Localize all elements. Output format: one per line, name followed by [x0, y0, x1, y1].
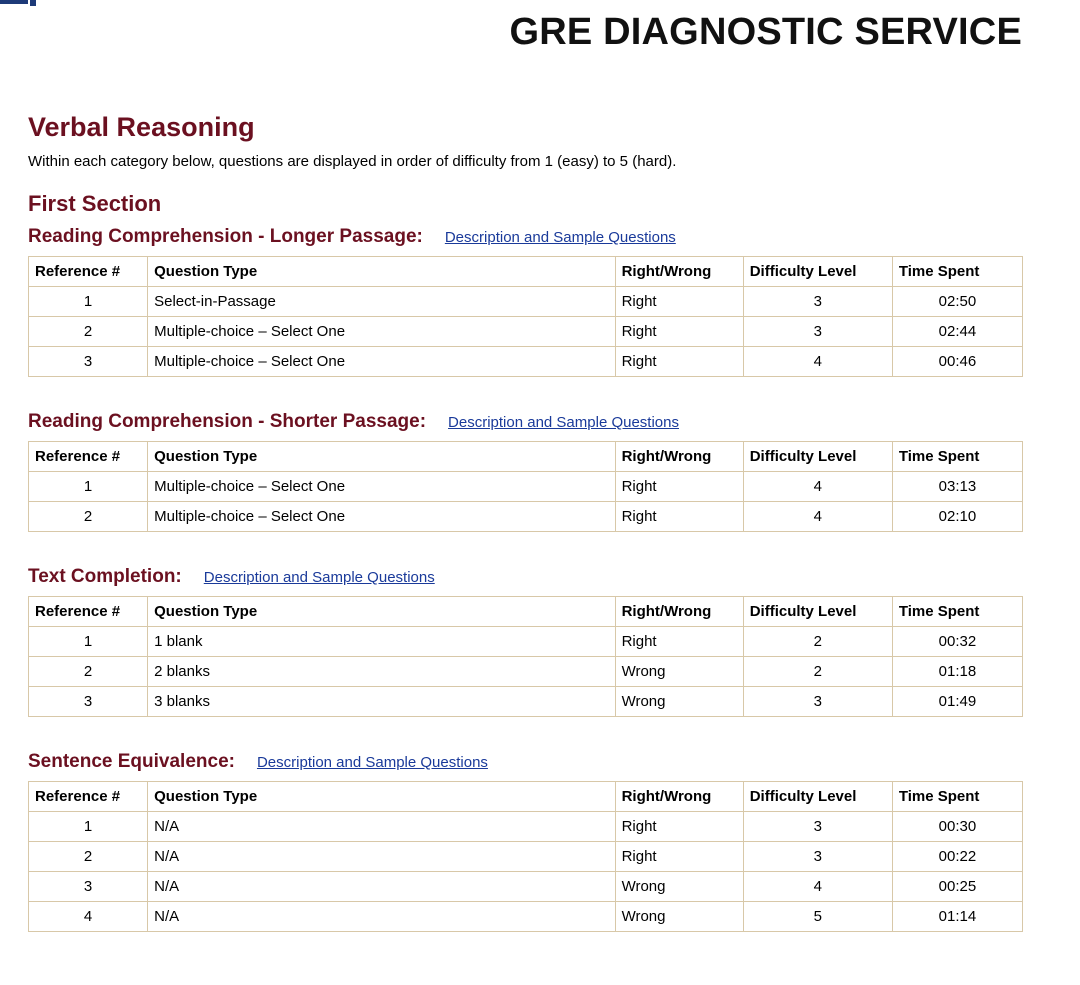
reference-cell: 1 — [29, 472, 148, 502]
table-row — [29, 502, 1023, 532]
time-spent-cell: 03:13 — [892, 472, 1022, 502]
right-wrong-cell: Wrong — [615, 657, 743, 687]
difficulty-cell: 3 — [743, 842, 892, 872]
verbal-reasoning-heading: Verbal Reasoning — [28, 112, 255, 142]
difficulty-cell: 3 — [743, 687, 892, 717]
difficulty-cell: 4 — [743, 347, 892, 377]
difficulty-cell: 3 — [743, 812, 892, 842]
right-wrong-cell: Right — [615, 317, 743, 347]
question-type-header: Question Type — [148, 442, 615, 472]
rc-shorter-block — [28, 409, 1023, 532]
reference-header: Reference # — [29, 257, 148, 287]
table-header-row — [29, 597, 1023, 627]
reference-header: Reference # — [29, 597, 148, 627]
ets-logo-icon — [0, 0, 40, 6]
rc-shorter-title: Reading Comprehension - Shorter Passage: — [28, 411, 427, 432]
time-spent-cell: 00:30 — [892, 812, 1022, 842]
right-wrong-cell: Right — [615, 627, 743, 657]
rc-shorter-description-link[interactable]: Description and Sample Questions — [448, 414, 679, 431]
question-type-cell: Multiple-choice – Select One — [148, 317, 615, 347]
sentence-equivalence-title: Sentence Equivalence: — [28, 751, 235, 772]
right-wrong-cell: Right — [615, 812, 743, 842]
difficulty-cell: 4 — [743, 502, 892, 532]
rc-longer-title: Reading Comprehension - Longer Passage: — [28, 226, 423, 247]
right-wrong-cell: Right — [615, 472, 743, 502]
question-type-cell: N/A — [148, 872, 615, 902]
reference-cell: 2 — [29, 317, 148, 347]
time-spent-cell: 00:22 — [892, 842, 1022, 872]
rc-longer-block — [28, 224, 1023, 377]
text-completion-title: Text Completion: — [28, 566, 182, 587]
main-content — [28, 110, 1023, 932]
question-type-cell: Multiple-choice – Select One — [148, 472, 615, 502]
time-spent-cell: 01:18 — [892, 657, 1022, 687]
reference-cell: 2 — [29, 657, 148, 687]
table-row — [29, 317, 1023, 347]
difficulty-cell: 5 — [743, 902, 892, 932]
table-row — [29, 472, 1023, 502]
section-title: First Section — [28, 191, 162, 216]
table-row — [29, 287, 1023, 317]
table-row — [29, 842, 1023, 872]
rc-longer-description-link[interactable]: Description and Sample Questions — [444, 229, 676, 246]
time-spent-cell: 02:44 — [892, 317, 1022, 347]
sentence-equivalence-description-link[interactable]: Description and Sample Questions — [256, 754, 488, 771]
rc-longer-header — [28, 224, 1023, 251]
reference-cell: 3 — [29, 347, 148, 377]
time-spent-cell: 02:50 — [892, 287, 1022, 317]
difficulty-cell: 4 — [743, 472, 892, 502]
difficulty-cell: 2 — [743, 657, 892, 687]
reference-cell: 2 — [29, 842, 148, 872]
text-completion-description-link[interactable]: Description and Sample Questions — [203, 569, 435, 586]
difficulty-cell: 3 — [743, 287, 892, 317]
sentence-equivalence-table — [28, 781, 1023, 932]
time-spent-cell: 02:10 — [892, 502, 1022, 532]
question-type-cell: N/A — [148, 902, 615, 932]
difficulty-header: Difficulty Level — [743, 442, 892, 472]
time-spent-cell: 01:14 — [892, 902, 1022, 932]
table-header-row — [29, 782, 1023, 812]
rc-shorter-table — [28, 441, 1023, 532]
right-wrong-cell: Right — [615, 347, 743, 377]
rc-shorter-header — [28, 409, 1023, 436]
difficulty-cell: 3 — [743, 317, 892, 347]
right-wrong-header: Right/Wrong — [615, 597, 743, 627]
question-type-cell: 3 blanks — [148, 687, 615, 717]
table-header-row — [29, 442, 1023, 472]
table-row — [29, 687, 1023, 717]
difficulty-header: Difficulty Level — [743, 597, 892, 627]
table-row — [29, 902, 1023, 932]
intro-text: Within each category below, questions are displayed in order of difficulty from 1 (easy) to 5 (hard). — [28, 153, 677, 170]
table-row — [29, 657, 1023, 687]
time-spent-cell: 00:32 — [892, 627, 1022, 657]
time-spent-cell: 00:25 — [892, 872, 1022, 902]
difficulty-cell: 4 — [743, 872, 892, 902]
reference-header: Reference # — [29, 442, 148, 472]
reference-cell: 2 — [29, 502, 148, 532]
right-wrong-cell: Right — [615, 842, 743, 872]
sentence-equivalence-block — [28, 749, 1023, 932]
right-wrong-header: Right/Wrong — [615, 257, 743, 287]
text-completion-block — [28, 564, 1023, 717]
question-type-cell: Select-in-Passage — [148, 287, 615, 317]
time-spent-header: Time Spent — [892, 257, 1022, 287]
time-spent-cell: 00:46 — [892, 347, 1022, 377]
right-wrong-cell: Wrong — [615, 872, 743, 902]
question-type-cell: 1 blank — [148, 627, 615, 657]
reference-cell: 3 — [29, 687, 148, 717]
rc-longer-table — [28, 256, 1023, 377]
category-list — [28, 224, 1023, 932]
table-header-row — [29, 257, 1023, 287]
reference-header: Reference # — [29, 782, 148, 812]
time-spent-cell: 01:49 — [892, 687, 1022, 717]
page-title: GRE DIAGNOSTIC SERVICE — [509, 11, 1022, 53]
question-type-header: Question Type — [148, 597, 615, 627]
question-type-cell: N/A — [148, 812, 615, 842]
sentence-equivalence-header — [28, 749, 1023, 776]
reference-cell: 3 — [29, 872, 148, 902]
right-wrong-cell: Wrong — [615, 902, 743, 932]
table-row — [29, 872, 1023, 902]
difficulty-header: Difficulty Level — [743, 257, 892, 287]
right-wrong-cell: Wrong — [615, 687, 743, 717]
question-type-cell: 2 blanks — [148, 657, 615, 687]
reference-cell: 1 — [29, 627, 148, 657]
reference-cell: 4 — [29, 902, 148, 932]
table-row — [29, 812, 1023, 842]
right-wrong-cell: Right — [615, 287, 743, 317]
text-completion-header — [28, 564, 1023, 591]
question-type-cell: Multiple-choice – Select One — [148, 502, 615, 532]
question-type-header: Question Type — [148, 257, 615, 287]
difficulty-cell: 2 — [743, 627, 892, 657]
question-type-cell: Multiple-choice – Select One — [148, 347, 615, 377]
reference-cell: 1 — [29, 812, 148, 842]
right-wrong-header: Right/Wrong — [615, 442, 743, 472]
right-wrong-header: Right/Wrong — [615, 782, 743, 812]
right-wrong-cell: Right — [615, 502, 743, 532]
reference-cell: 1 — [29, 287, 148, 317]
text-completion-table — [28, 596, 1023, 717]
question-type-header: Question Type — [148, 782, 615, 812]
question-type-cell: N/A — [148, 842, 615, 872]
table-row — [29, 627, 1023, 657]
table-row — [29, 347, 1023, 377]
difficulty-header: Difficulty Level — [743, 782, 892, 812]
time-spent-header: Time Spent — [892, 442, 1022, 472]
time-spent-header: Time Spent — [892, 782, 1022, 812]
time-spent-header: Time Spent — [892, 597, 1022, 627]
